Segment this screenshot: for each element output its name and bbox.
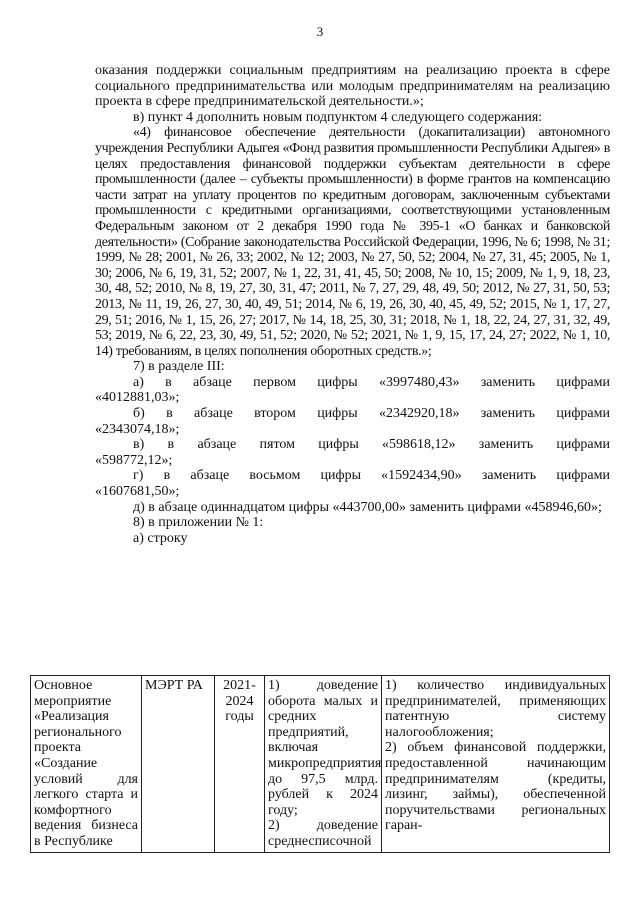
table-cell-event — [31, 676, 142, 853]
table-row — [31, 676, 610, 853]
table-cell-results — [265, 676, 382, 853]
paragraph-item-7v: в) в абзаце пятом цифры «598618,12» заменить цифрами «598772,12»; — [95, 437, 610, 468]
paragraph-item-7d: д) в абзаце одиннадцатом цифры «443700,00» заменить цифрами «458946,60»; — [133, 499, 602, 515]
document-body — [95, 63, 610, 546]
results-text: 1) доведение оборота малых и средних предприятий, включая микропредприятия до 97,5 млрд. рублей к 2024 году; 2) доведение среднесписочной — [268, 678, 382, 849]
paragraph-item-8: 8) в приложении № 1: — [133, 515, 264, 531]
table-cell-executor — [142, 676, 215, 853]
paragraph-item-7b: б) в абзаце втором цифры «2342920,18» заменить цифрами «2343074,18»; — [95, 406, 610, 437]
paragraph-item-7a: а) в абзаце первом цифры «3997480,43» заменить цифрами «4012881,03»; — [95, 374, 610, 406]
event-text: Основное мероприятие «Реализация регионального проекта «Создание условий для легкого старта и комфортного ведения бизнеса в Республике — [34, 678, 138, 849]
executor-text: МЭРТ РА — [145, 678, 203, 693]
annex-table — [30, 675, 610, 853]
paragraph-subitem-4: «4) финансовое обеспечение деятельности (докапитализации) автономного учреждения Республики Адыгея «Фонд развития промышленности Республики Адыгея» в целях предоставления финансовой поддержки субъектам деятельности в сфере промышленности (далее – субъекты промышленности) в форме грантов на компенсацию части затрат на уплату процентов по кредитным договорам, заключенным субъектами промышленности с кредитными организациями, соответствующими установленным Федеральным законом от 2 декабря 1990 года № 395-1 «О банках и банковской деятельности» (Собрание законодательства Российской Федерации, 1996, № 6; 1998, № 31; 1999, № 28; 2001, № 26, 33; 2002, № 12; 2003, № 27, 50, 52; 2004, № 27, 31, 45; 2005, № 1, 30; 2006, № 6, 19, 31, 52; 2007, № 1, 22, 31, 41, 45, 50; 2008, № 10, 15; 2009, № 1, 9, 18, 23, 30, 48, 52; 2010, № 8, 19, 27, 30, 31, 47; 2011, № 7, 27, 29, 48, 49, 50; 2012, № 27, 31, 50, 53; 2013, № 11, 19, 26, 27, 30, 40, 49, 51; 2014, № 6, 19, 26, 30, 40, 45, 49, 52; 2015, № 1, 17, 27, 29, 51; 2016, № 1, 15, 26, 27; 2017, № 14, 18, 25, 30, 31; 2018, № 1, 18, 22, 24, 27, 31, 32, 49, 53; 2019, № 6, 22, 23, 30, 49, 51, 52; 2020, № 52; 2021, № 1, 9, 15, 17, 24, 27; 2022, № 1, 10, 14) требованиям, в целях пополнения оборотных средств.»; — [95, 125, 610, 359]
page-number: 3 — [316, 24, 324, 39]
paragraph-item-7: 7) в разделе III: — [133, 359, 225, 375]
indicators-text: 1) количество индивидуальных предпринимателей, применяющих патентную систему налогообложения; 2) объем финансовой поддержки, предоставленной начинающим предпринимателям (кредиты, лизинг, займы), обеспеченной поручительствами региональных гаран- — [385, 678, 606, 834]
table-cell-years — [215, 676, 265, 853]
paragraph-item-8a: а) строку — [133, 530, 188, 546]
paragraph-item-7g: г) в абзаце восьмом цифры «1592434,90» заменить цифрами «1607681,50»; — [95, 468, 610, 500]
paragraph-continuation: оказания поддержки социальным предприятиям на реализацию проекта в сфере социального предпринимательства или молодым предпринимателям на реализацию проекта в сфере предпринимательской деятельности.»; — [95, 63, 610, 110]
table-cell-indicators — [382, 676, 610, 853]
years-text: 2021-2024 годы — [223, 678, 256, 725]
paragraph-item-v: в) пункт 4 дополнить новым подпунктом 4 следующего содержания: — [133, 109, 543, 125]
